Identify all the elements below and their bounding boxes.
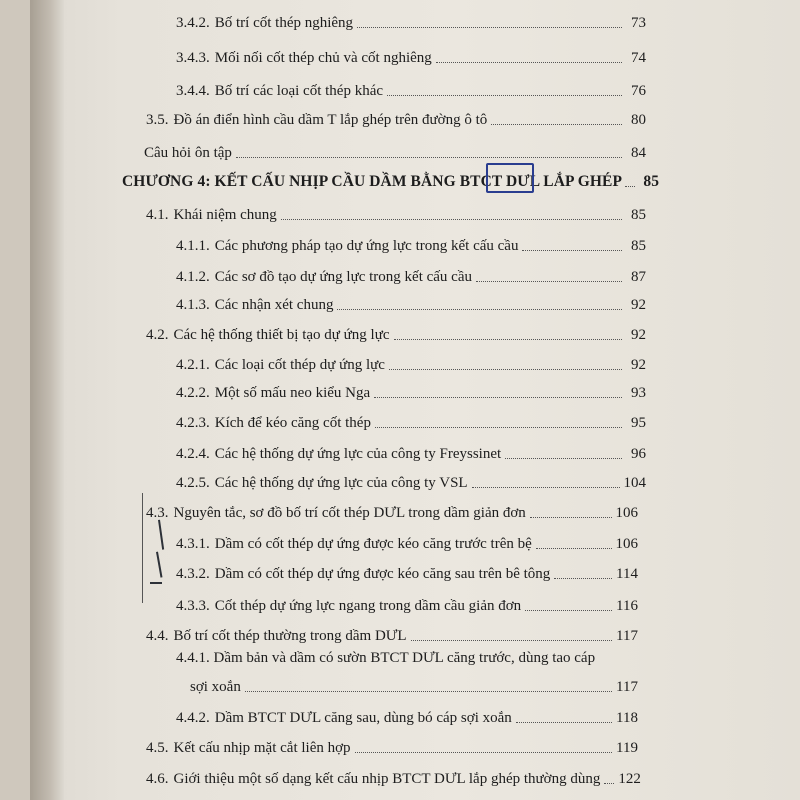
toc-number: 4.1.2. <box>176 269 210 285</box>
toc-number: 4.3.3. <box>176 598 210 614</box>
toc-page: 118 <box>616 710 638 726</box>
dot-leader <box>491 124 622 125</box>
toc-number: 4.1.3. <box>176 297 210 313</box>
toc-entry-4-4-1-line2 <box>190 670 638 696</box>
toc-number: 4.2.3. <box>176 415 210 431</box>
toc-page: 76 <box>631 83 646 99</box>
toc-title: Khái niệm chung <box>173 207 277 223</box>
dot-leader <box>522 250 622 251</box>
dot-leader <box>476 281 622 282</box>
toc-page: 104 <box>623 475 646 491</box>
toc-page: 73 <box>631 15 646 31</box>
dot-leader <box>337 309 622 310</box>
toc-title: Các hệ thống thiết bị tạo dự ứng lực <box>173 327 390 343</box>
toc-number: 3.4.3. <box>176 50 210 66</box>
toc-number: 4.3.2. <box>176 566 210 582</box>
toc-page: 95 <box>631 415 646 431</box>
dot-leader <box>436 62 622 63</box>
toc-entry-4-1-1 <box>176 229 646 255</box>
pen-dash-mark <box>150 582 162 584</box>
toc-title: Một số mấu neo kiểu Nga <box>214 385 371 401</box>
toc-number: 4.4. <box>146 628 169 644</box>
toc-title: Cốt thép dự ứng lực ngang trong dầm cầu giản đơn <box>214 598 522 614</box>
toc-page: 117 <box>616 679 638 695</box>
pen-margin-line <box>142 493 143 603</box>
toc-page: 92 <box>631 357 646 373</box>
toc-entry-3-4-4 <box>176 74 646 100</box>
toc-entry-4-5 <box>146 731 638 757</box>
dot-leader <box>236 157 622 158</box>
toc-page: 85 <box>631 238 646 254</box>
toc-title: Các phương pháp tạo dự ứng lực trong kết cấu cầu <box>214 238 519 254</box>
toc-entry-4-6 <box>146 762 641 788</box>
toc-title: Các hệ thống dự ứng lực của công ty VSL <box>214 475 468 491</box>
dot-leader <box>505 458 622 459</box>
chapter-title: CHƯƠNG 4: KẾT CẤU NHỊP CẦU DẦM BẰNG BTCT DƯL LẮP GHÉP <box>122 173 623 190</box>
toc-title: Các loại cốt thép dự ứng lực <box>214 357 385 373</box>
dot-leader <box>530 517 612 518</box>
toc-title: Dầm BTCT DƯL căng sau, dùng bó cáp sợi xoắn <box>214 710 512 726</box>
toc-entry-4-2-4 <box>176 437 646 463</box>
toc-entry-4-2-2 <box>176 376 646 402</box>
dot-leader <box>554 578 612 579</box>
toc-entry-4-2-3 <box>176 406 646 432</box>
toc-page: 74 <box>631 50 646 66</box>
toc-title: Bố trí các loại cốt thép khác <box>214 83 384 99</box>
toc-entry-3-4-3 <box>176 41 646 67</box>
toc-title: Các nhận xét chung <box>214 297 334 313</box>
dot-leader <box>389 369 622 370</box>
toc-number: 4.5. <box>146 740 169 756</box>
toc-title: Đồ án điển hình cầu dầm T lắp ghép trên đường ô tô <box>173 112 488 128</box>
toc-title: Bố trí cốt thép thường trong dầm DƯL <box>173 628 407 644</box>
toc-page: 122 <box>618 771 641 787</box>
toc-page: 106 <box>615 505 638 521</box>
toc-page: 119 <box>616 740 638 756</box>
dot-leader <box>355 752 613 753</box>
toc-title: Các hệ thống dự ứng lực của công ty Freyssinet <box>214 446 502 462</box>
dot-leader <box>281 219 622 220</box>
toc-title: Dầm có cốt thép dự ứng được kéo căng sau trên bê tông <box>214 566 551 582</box>
toc-number: 3.4.2. <box>176 15 210 31</box>
dot-leader <box>411 640 612 641</box>
toc-entry-4-1 <box>146 198 646 224</box>
dot-leader <box>516 722 612 723</box>
toc-page: 114 <box>616 566 638 582</box>
toc-entry-4-2 <box>146 318 646 344</box>
toc-page: 106 <box>615 536 638 552</box>
toc-page: 117 <box>616 628 638 644</box>
toc-entry-4-1-2 <box>176 260 646 286</box>
toc-title: Nguyên tắc, sơ đồ bố trí cốt thép DƯL trong dầm giản đơn <box>173 505 526 521</box>
toc-page: 96 <box>631 446 646 462</box>
toc-page: 93 <box>631 385 646 401</box>
toc-number: 4.2.1. <box>176 357 210 373</box>
toc-number: 4.2.4. <box>176 446 210 462</box>
dot-leader <box>472 487 620 488</box>
dot-leader <box>604 783 614 784</box>
toc-number: 4.1.1. <box>176 238 210 254</box>
dot-leader <box>245 691 612 692</box>
toc-number: 4.4.2. <box>176 710 210 726</box>
toc-number: 4.2.5. <box>176 475 210 491</box>
dot-leader <box>374 397 622 398</box>
dot-leader <box>394 339 622 340</box>
toc-page: 87 <box>631 269 646 285</box>
dot-leader <box>375 427 622 428</box>
toc-title: Kết cấu nhịp mặt cắt liên hợp <box>173 740 351 756</box>
toc-entry-4-3-1 <box>176 527 638 553</box>
toc-title: Câu hỏi ôn tập <box>144 145 232 161</box>
dot-leader <box>357 27 622 28</box>
toc-chapter-4 <box>122 165 660 191</box>
page-gutter-shadow <box>30 0 64 800</box>
toc-title: Dầm bản và dầm có sườn BTCT DƯL căng trước, dùng tao cáp <box>213 650 596 666</box>
toc-number: 3.5. <box>146 112 169 128</box>
toc-number: 4.2. <box>146 327 169 343</box>
toc-entry-4-2-1 <box>176 348 646 374</box>
toc-entry-3-5 <box>146 103 646 129</box>
toc-title: Dầm có cốt thép dự ứng được kéo căng trước trên bệ <box>214 536 532 552</box>
toc-page: 92 <box>631 327 646 343</box>
toc-number: 4.3. <box>146 505 169 521</box>
toc-number: 4.2.2. <box>176 385 210 401</box>
toc-page: 92 <box>631 297 646 313</box>
toc-title: Bố trí cốt thép nghiêng <box>214 15 354 31</box>
toc-title: Các sơ đồ tạo dự ứng lực trong kết cấu cầu <box>214 269 472 285</box>
toc-entry-4-3 <box>146 496 638 522</box>
toc-entry-4-3-3 <box>176 589 638 615</box>
toc-entry-3-4-2 <box>176 6 646 32</box>
toc-number: 4.1. <box>146 207 169 223</box>
toc-entry-4-4-2 <box>176 701 638 727</box>
toc-entry-4-1-3 <box>176 288 646 314</box>
dot-leader <box>536 548 612 549</box>
toc-page: 84 <box>631 145 646 161</box>
toc-title-continued: sợi xoắn <box>190 679 241 695</box>
toc-title: Giới thiệu một số dạng kết cấu nhịp BTCT DƯL lắp ghép thường dùng <box>173 771 601 787</box>
dot-leader <box>625 186 635 187</box>
toc-page: 85 <box>631 207 646 223</box>
toc-title: Kích để kéo căng cốt thép <box>214 415 371 431</box>
toc-number: 4.6. <box>146 771 169 787</box>
toc-entry-4-4 <box>146 619 638 645</box>
toc-number: 4.4.1. <box>176 650 210 666</box>
toc-entry-4-4-1-line1 <box>176 649 595 667</box>
toc-page: 116 <box>616 598 638 614</box>
dot-leader <box>387 95 622 96</box>
toc-page: 85 <box>643 173 660 190</box>
toc-number: 4.3.1. <box>176 536 210 552</box>
toc-entry-review-questions <box>144 136 646 162</box>
toc-number: 3.4.4. <box>176 83 210 99</box>
toc-entry-4-3-2 <box>176 557 638 583</box>
toc-title: Mối nối cốt thép chủ và cốt nghiêng <box>214 50 432 66</box>
toc-page: 80 <box>631 112 646 128</box>
dot-leader <box>525 610 612 611</box>
toc-entry-4-2-5 <box>176 466 646 492</box>
